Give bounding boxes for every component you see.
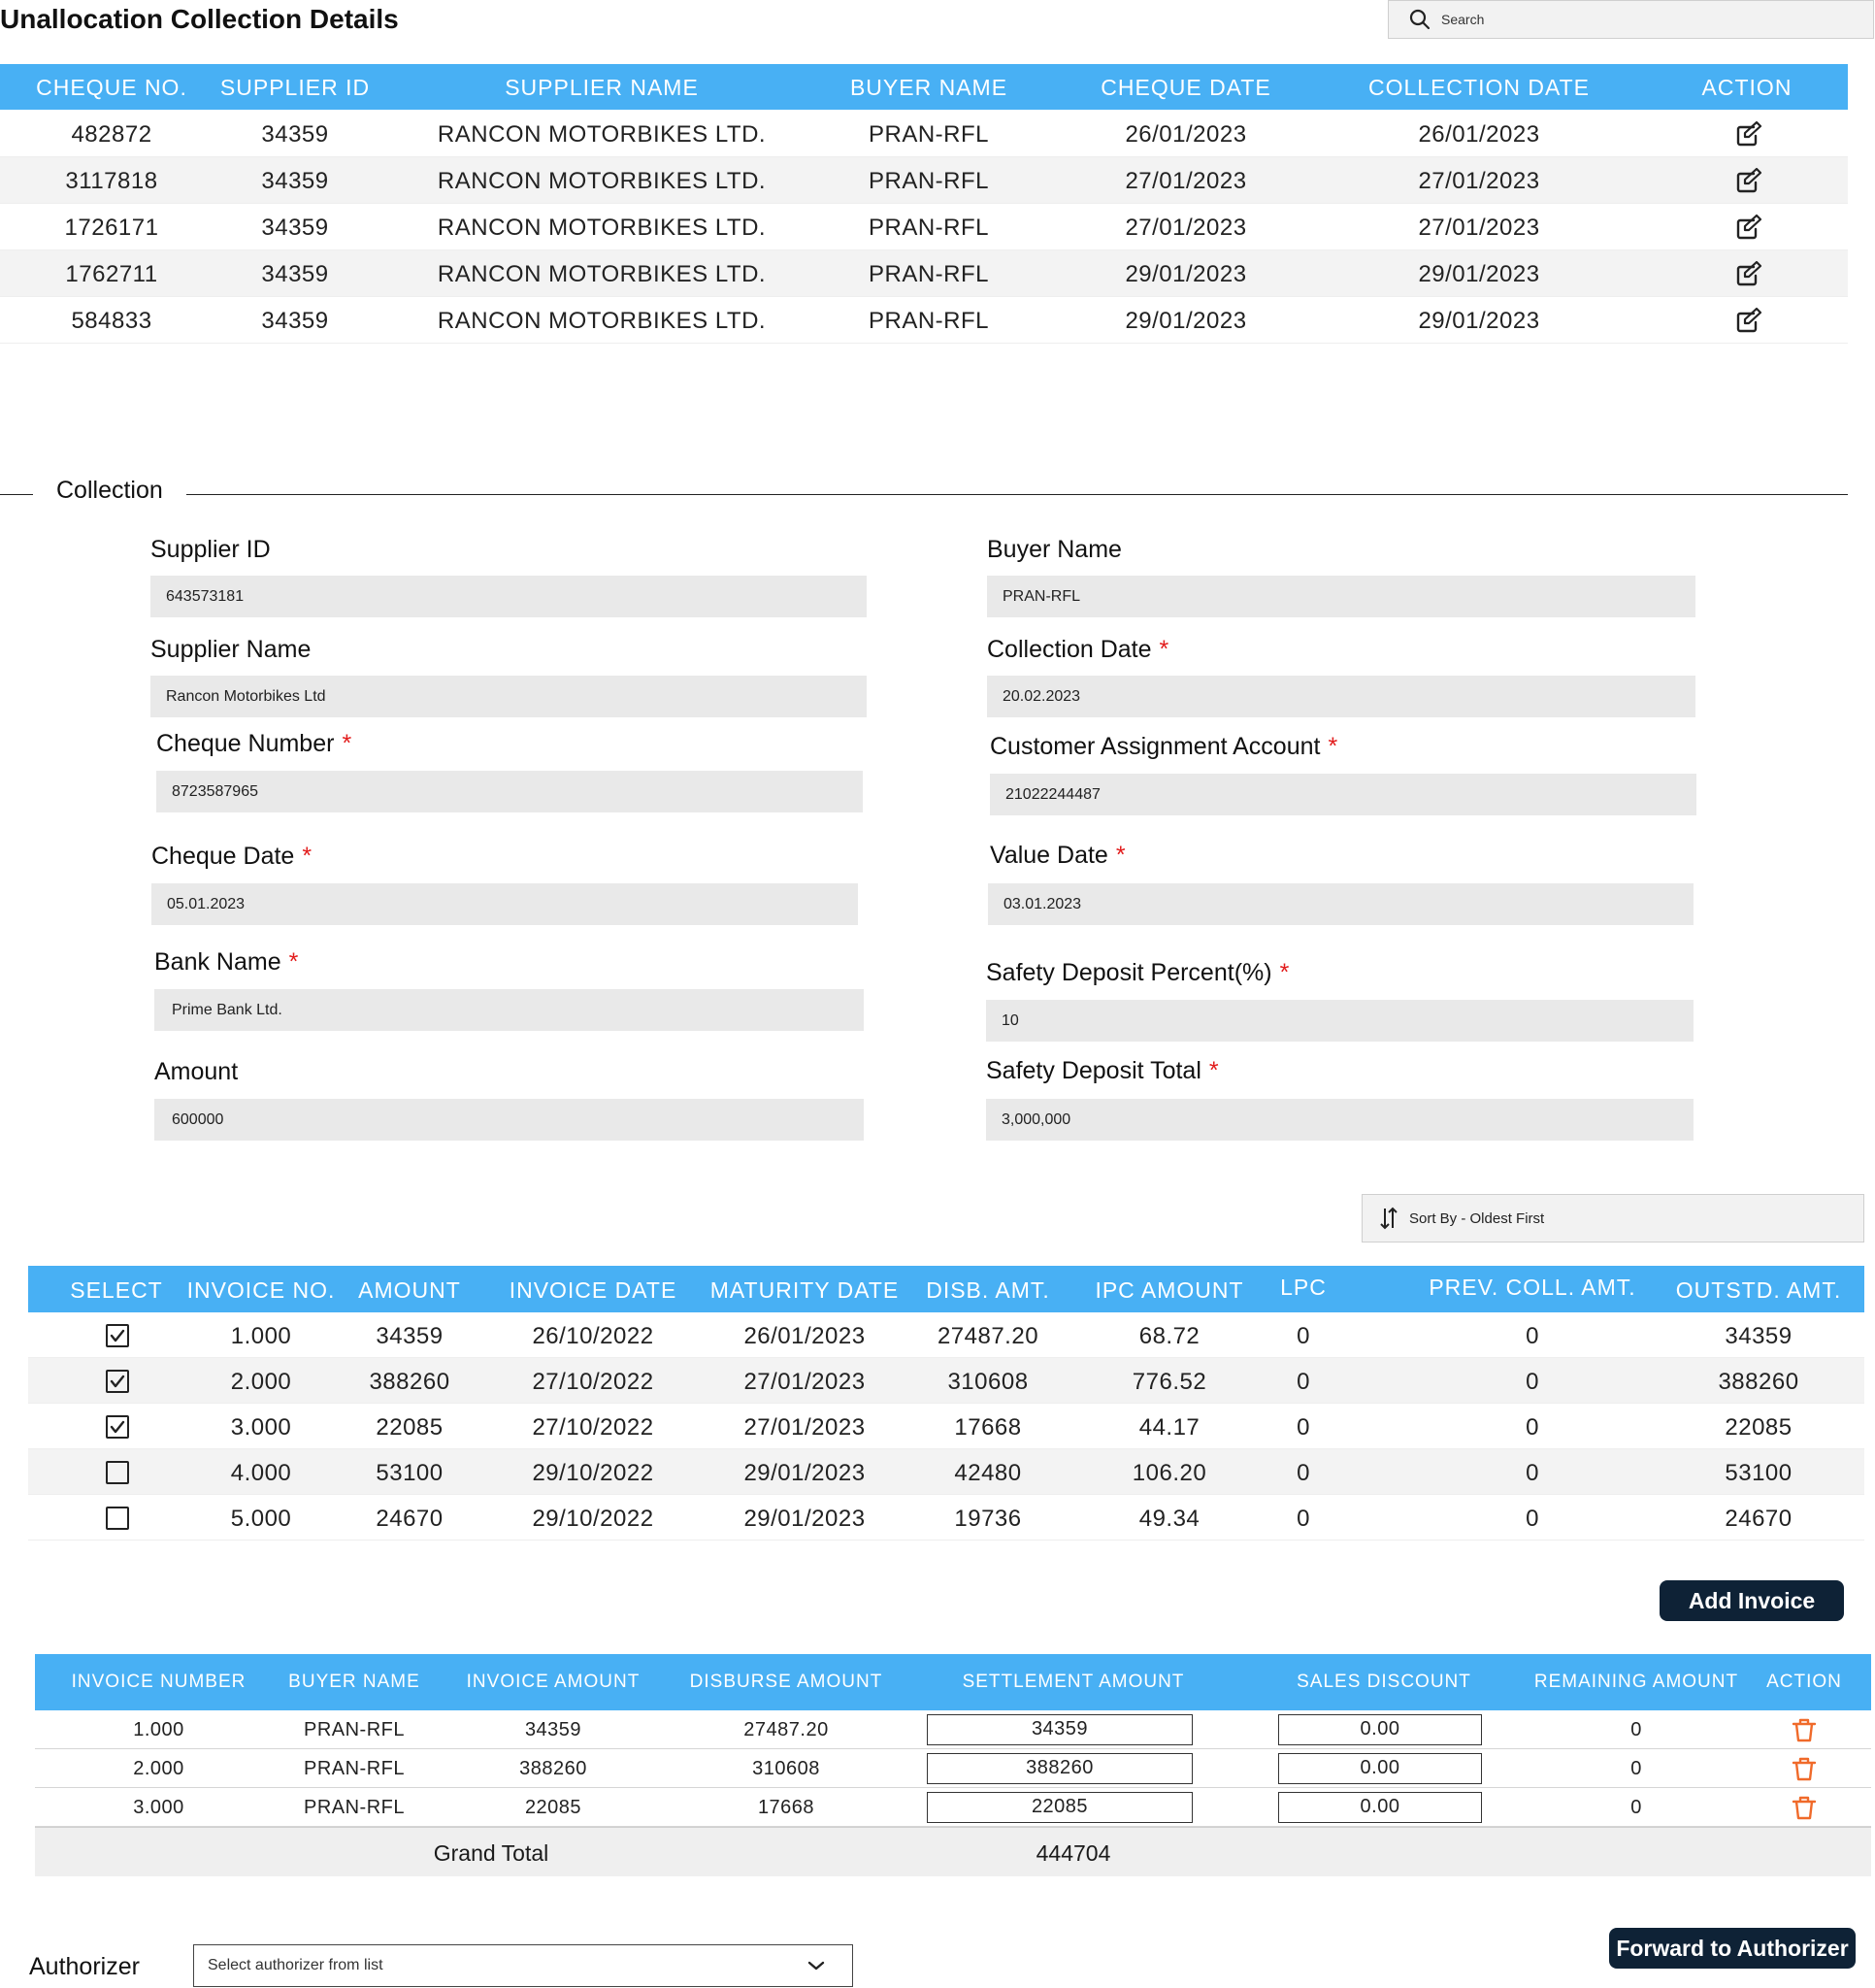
grand-total-value: 444704 [1036, 1840, 1111, 1866]
ipc-amount-cell: 44.17 [1138, 1414, 1201, 1441]
cheque-no-cell: 482872 [71, 121, 152, 148]
search-placeholder: Search [1441, 12, 1485, 27]
invoice-number-cell: 3.000 [133, 1797, 184, 1818]
invoice-no-cell: 1.000 [230, 1323, 292, 1349]
forward-to-authorizer-button[interactable]: Forward to Authorizer [1609, 1928, 1856, 1969]
ipc-amount-cell: 68.72 [1138, 1323, 1201, 1349]
cheque-number-field[interactable]: 8723587965 [156, 771, 863, 812]
disburse-amount-cell: 310608 [752, 1758, 820, 1779]
safety-deposit-total-label: Safety Deposit Total * [986, 1057, 1219, 1084]
bank-name-label: Bank Name * [154, 948, 299, 976]
add-invoice-button[interactable]: Add Invoice [1660, 1580, 1844, 1621]
buyer-name-cell: PRAN-RFL [868, 168, 989, 194]
cheque-date-cell: 27/01/2023 [1125, 168, 1247, 194]
cheque-date-field[interactable]: 05.01.2023 [151, 883, 858, 925]
table-row [0, 111, 1848, 157]
remaining-amount-cell: 0 [1630, 1758, 1642, 1779]
invoice-date-cell: 27/10/2022 [532, 1369, 654, 1395]
maturity-date-cell: 29/01/2023 [743, 1506, 866, 1532]
cheque-no-cell: 3117818 [65, 168, 158, 194]
select-checkbox[interactable] [106, 1370, 129, 1393]
invoice-no-cell: 5.000 [230, 1506, 292, 1532]
col-outstd-amt: OUTSTD. AMT. [1675, 1277, 1842, 1303]
customer-assignment-account-label: Customer Assignment Account * [990, 733, 1338, 760]
col-select: SELECT [70, 1277, 163, 1303]
table-row [0, 250, 1848, 297]
cheque-no-cell: 1726171 [64, 215, 159, 241]
supplier-name-cell: RANCON MOTORBIKES LTD. [437, 308, 767, 334]
disburse-amount-cell: 17668 [757, 1797, 815, 1818]
invoice-no-cell: 4.000 [230, 1460, 292, 1486]
col-invoice-no: INVOICE NO. [186, 1277, 336, 1303]
safety-deposit-percent-field[interactable]: 10 [986, 1000, 1694, 1042]
disburse-amount-cell: 27487.20 [743, 1719, 829, 1740]
required-marker: * [1208, 1057, 1219, 1084]
invoice-amount-cell: 22085 [524, 1797, 582, 1818]
supplier-id-label: Supplier ID [150, 536, 271, 563]
edit-button[interactable] [1733, 213, 1762, 248]
col-amount: AMOUNT [358, 1277, 461, 1303]
invoice-date-cell: 26/10/2022 [532, 1323, 654, 1349]
maturity-date-cell: 26/01/2023 [743, 1323, 866, 1349]
prev-coll-amt-cell: 0 [1526, 1506, 1539, 1532]
trash-icon [1790, 1793, 1819, 1822]
maturity-date-cell: 27/01/2023 [743, 1369, 866, 1395]
table-row [35, 1749, 1871, 1788]
outstd-amt-cell: 34359 [1725, 1323, 1793, 1349]
search-icon [1408, 8, 1431, 31]
cheque-date-cell: 26/01/2023 [1125, 121, 1247, 148]
supplier-name-cell: RANCON MOTORBIKES LTD. [437, 121, 767, 148]
select-checkbox[interactable] [106, 1507, 129, 1530]
buyer-name-label: Buyer Name [987, 536, 1122, 563]
table-row [35, 1788, 1871, 1827]
amount-field[interactable]: 600000 [154, 1099, 864, 1141]
delete-button[interactable] [1790, 1793, 1819, 1828]
col-disburse-amount: DISBURSE AMOUNT [689, 1672, 883, 1692]
table-row [28, 1404, 1864, 1449]
table-row [0, 157, 1848, 204]
supplier-id-cell: 34359 [261, 121, 329, 148]
buyer-name-cell: PRAN-RFL [303, 1758, 405, 1779]
trash-icon [1790, 1715, 1819, 1744]
required-marker: * [288, 948, 299, 976]
cheque-no-cell: 1762711 [65, 261, 158, 287]
lpc-cell: 0 [1297, 1323, 1310, 1349]
invoice-date-cell: 27/10/2022 [532, 1414, 654, 1441]
outstd-amt-cell: 24670 [1725, 1506, 1793, 1532]
supplier-name-cell: RANCON MOTORBIKES LTD. [437, 168, 767, 194]
invoice-table-header [28, 1266, 1864, 1312]
outstd-amt-cell: 388260 [1718, 1369, 1799, 1395]
edit-button[interactable] [1733, 306, 1762, 342]
page-title: Unallocation Collection Details [0, 4, 399, 34]
cheque-table-header [0, 64, 1848, 110]
invoice-date-cell: 29/10/2022 [532, 1506, 654, 1532]
cheque-date-cell: 29/01/2023 [1125, 308, 1247, 334]
edit-icon [1733, 213, 1762, 242]
sort-label: Sort By - Oldest First [1409, 1209, 1545, 1227]
buyer-name-cell: PRAN-RFL [868, 215, 989, 241]
col-cheque-no: CHEQUE NO. [36, 75, 187, 100]
settlement-amount-input[interactable]: 34359 [927, 1714, 1193, 1745]
prev-coll-amt-cell: 0 [1526, 1460, 1539, 1486]
amount-label: Amount [154, 1058, 239, 1085]
table-row [28, 1358, 1864, 1404]
grand-total-row [35, 1827, 1871, 1876]
collection-date-cell: 27/01/2023 [1418, 168, 1540, 194]
amount-cell: 53100 [376, 1460, 444, 1486]
authorizer-select[interactable] [193, 1944, 853, 1987]
col-buyer-name: BUYER NAME [849, 75, 1008, 100]
lpc-cell: 0 [1297, 1414, 1310, 1441]
collection-date-cell: 27/01/2023 [1418, 215, 1540, 241]
disb-amt-cell: 17668 [954, 1414, 1022, 1441]
ipc-amount-cell: 776.52 [1132, 1369, 1207, 1395]
edit-icon [1733, 166, 1762, 195]
edit-button[interactable] [1733, 166, 1762, 202]
value-date-field[interactable]: 03.01.2023 [988, 883, 1694, 925]
cheque-date-cell: 29/01/2023 [1125, 261, 1247, 287]
cheque-no-cell: 584833 [71, 308, 152, 334]
buyer-name-cell: PRAN-RFL [868, 261, 989, 287]
select-checkbox[interactable] [106, 1461, 129, 1484]
outstd-amt-cell: 22085 [1725, 1414, 1793, 1441]
table-row [28, 1312, 1864, 1358]
collection-legend: Collection [56, 477, 163, 504]
supplier-name-label: Supplier Name [150, 636, 312, 663]
edit-button[interactable] [1733, 119, 1762, 155]
col-sales-discount: SALES DISCOUNT [1297, 1672, 1471, 1692]
settlement-amount-input[interactable]: 22085 [927, 1792, 1193, 1823]
grand-total-label: Grand Total [433, 1840, 549, 1866]
required-marker: * [1159, 636, 1169, 663]
required-marker: * [1328, 733, 1338, 760]
invoice-date-cell: 29/10/2022 [532, 1460, 654, 1486]
table-row [28, 1449, 1864, 1495]
buyer-name-cell: PRAN-RFL [303, 1797, 405, 1818]
col-supplier-id: SUPPLIER ID [219, 75, 371, 100]
col-cheque-date: CHEQUE DATE [1101, 75, 1271, 100]
delete-button[interactable] [1790, 1715, 1819, 1750]
maturity-date-cell: 29/01/2023 [743, 1460, 866, 1486]
fieldset-border [186, 494, 1848, 495]
sales-discount-input[interactable]: 0.00 [1278, 1792, 1482, 1823]
search-input[interactable] [1388, 0, 1874, 39]
supplier-id-cell: 34359 [261, 308, 329, 334]
col-supplier-name: SUPPLIER NAME [505, 75, 699, 100]
prev-coll-amt-cell: 0 [1526, 1369, 1539, 1395]
col-disb-amt: DISB. AMT. [926, 1277, 1050, 1303]
disb-amt-cell: 310608 [947, 1369, 1029, 1395]
cheque-date-label: Cheque Date * [151, 843, 312, 870]
table-row [0, 204, 1848, 250]
settlement-amount-input[interactable]: 388260 [927, 1753, 1193, 1784]
table-row [35, 1710, 1871, 1749]
col-lpc: LPC [1280, 1275, 1327, 1300]
col-settlement-amount: SETTLEMENT AMOUNT [962, 1672, 1185, 1692]
edit-icon [1733, 119, 1762, 149]
remaining-amount-cell: 0 [1630, 1797, 1642, 1818]
disb-amt-cell: 42480 [954, 1460, 1022, 1486]
maturity-date-cell: 27/01/2023 [743, 1414, 866, 1441]
col-action: ACTION [1701, 75, 1793, 100]
sales-discount-input[interactable]: 0.00 [1278, 1753, 1482, 1784]
invoice-no-cell: 3.000 [230, 1414, 292, 1441]
buyer-name-cell: PRAN-RFL [868, 308, 989, 334]
buyer-name-cell: PRAN-RFL [303, 1719, 405, 1740]
collection-date-field[interactable]: 20.02.2023 [987, 676, 1695, 717]
required-marker: * [302, 843, 312, 870]
buyer-name-field[interactable]: PRAN-RFL [987, 576, 1695, 617]
table-row [0, 297, 1848, 344]
lpc-cell: 0 [1297, 1460, 1310, 1486]
supplier-id-cell: 34359 [261, 261, 329, 287]
collection-date-cell: 26/01/2023 [1418, 121, 1540, 148]
lpc-cell: 0 [1297, 1506, 1310, 1532]
sort-icon [1378, 1206, 1399, 1231]
col-remaining-amount: REMAINING AMOUNT [1533, 1672, 1739, 1692]
invoice-amount-cell: 34359 [524, 1719, 582, 1740]
value-date-label: Value Date * [990, 842, 1126, 869]
chevron-down-icon [806, 1957, 827, 1974]
safety-deposit-percent-label: Safety Deposit Percent(%) * [986, 959, 1290, 986]
supplier-id-field[interactable]: 643573181 [150, 576, 867, 617]
edit-button[interactable] [1733, 259, 1762, 295]
settlement-table-header [35, 1654, 1871, 1710]
prev-coll-amt-cell: 0 [1526, 1414, 1539, 1441]
ipc-amount-cell: 106.20 [1132, 1460, 1207, 1486]
authorizer-label: Authorizer [29, 1953, 140, 1980]
cheque-number-label: Cheque Number * [156, 730, 352, 757]
col-prev-coll-amt: PREV. COLL. AMT. [1429, 1275, 1636, 1300]
invoice-number-cell: 2.000 [133, 1758, 184, 1779]
supplier-name-cell: RANCON MOTORBIKES LTD. [437, 215, 767, 241]
disb-amt-cell: 19736 [954, 1506, 1022, 1532]
sales-discount-input[interactable]: 0.00 [1278, 1714, 1482, 1745]
col-maturity-date: MATURITY DATE [709, 1277, 900, 1303]
authorizer-placeholder: Select authorizer from list [208, 1957, 383, 1973]
remaining-amount-cell: 0 [1630, 1719, 1642, 1740]
col-action: ACTION [1766, 1672, 1842, 1692]
buyer-name-cell: PRAN-RFL [868, 121, 989, 148]
collection-date-label: Collection Date * [987, 636, 1169, 663]
prev-coll-amt-cell: 0 [1526, 1323, 1539, 1349]
invoice-amount-cell: 388260 [519, 1758, 587, 1779]
table-row [28, 1495, 1864, 1541]
edit-icon [1733, 259, 1762, 288]
amount-cell: 388260 [369, 1369, 450, 1395]
ipc-amount-cell: 49.34 [1138, 1506, 1201, 1532]
required-marker: * [1115, 842, 1126, 869]
collection-date-cell: 29/01/2023 [1418, 261, 1540, 287]
col-invoice-amount: INVOICE AMOUNT [466, 1672, 641, 1692]
edit-icon [1733, 306, 1762, 335]
col-invoice-date: INVOICE DATE [509, 1277, 677, 1303]
cheque-date-cell: 27/01/2023 [1125, 215, 1247, 241]
sort-dropdown[interactable] [1362, 1194, 1864, 1242]
trash-icon [1790, 1754, 1819, 1783]
invoice-no-cell: 2.000 [230, 1369, 292, 1395]
safety-deposit-total-field[interactable]: 3,000,000 [986, 1099, 1694, 1141]
lpc-cell: 0 [1297, 1369, 1310, 1395]
select-checkbox[interactable] [106, 1324, 129, 1347]
col-invoice-number: INVOICE NUMBER [71, 1672, 247, 1692]
outstd-amt-cell: 53100 [1725, 1460, 1793, 1486]
amount-cell: 24670 [376, 1506, 444, 1532]
required-marker: * [342, 730, 352, 757]
col-collection-date: COLLECTION DATE [1368, 75, 1590, 100]
col-ipc-amount: IPC AMOUNT [1095, 1277, 1244, 1303]
supplier-name-field[interactable]: Rancon Motorbikes Ltd [150, 676, 867, 717]
bank-name-field[interactable]: Prime Bank Ltd. [154, 989, 864, 1031]
required-marker: * [1279, 959, 1290, 986]
invoice-number-cell: 1.000 [133, 1719, 184, 1740]
supplier-name-cell: RANCON MOTORBIKES LTD. [437, 261, 767, 287]
col-buyer-name: BUYER NAME [288, 1672, 420, 1692]
supplier-id-cell: 34359 [261, 168, 329, 194]
delete-button[interactable] [1790, 1754, 1819, 1789]
disb-amt-cell: 27487.20 [937, 1323, 1039, 1349]
amount-cell: 34359 [376, 1323, 444, 1349]
fieldset-border [0, 494, 33, 495]
amount-cell: 22085 [376, 1414, 444, 1441]
supplier-id-cell: 34359 [261, 215, 329, 241]
collection-date-cell: 29/01/2023 [1418, 308, 1540, 334]
select-checkbox[interactable] [106, 1415, 129, 1439]
customer-assignment-account-field[interactable]: 21022244487 [990, 774, 1696, 815]
